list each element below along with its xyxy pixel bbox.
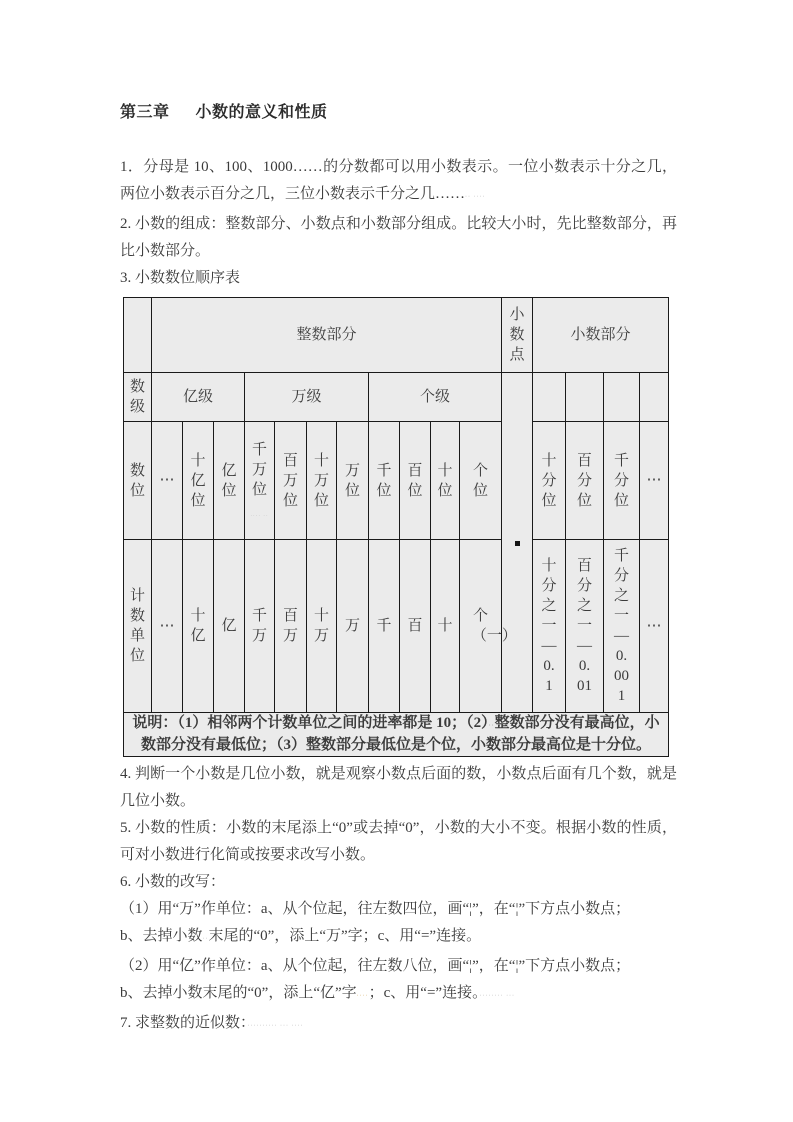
decimal-unit-cell: 百分之一—0.01	[566, 540, 604, 713]
decimal-point-cell	[502, 373, 533, 713]
place-cell: 个位	[460, 422, 502, 540]
decimal-unit-cell: 十分之一—0.1	[533, 540, 566, 713]
paragraph-6-2b: b、去掉小数末尾的“0”，添上“亿”字····；c、用“=”连接。········ ···	[120, 985, 516, 1001]
level-empty-cell	[566, 373, 604, 422]
table-row-levels	[124, 373, 669, 422]
tiny-watermark: ···· ··	[250, 514, 269, 519]
level-empty-cell	[533, 373, 566, 422]
place-cell: 千万位 ···· ··	[245, 422, 275, 540]
place-row-label: 数位	[124, 422, 152, 540]
level-cell-yi: 亿级	[152, 373, 245, 422]
unit-cell: 百万	[275, 540, 307, 713]
table-row-units	[124, 540, 669, 713]
place-value-table	[123, 297, 669, 757]
place-cell: 百位	[400, 422, 431, 540]
unit-cell: 万	[337, 540, 369, 713]
table-row-places	[124, 422, 669, 540]
level-empty-cell	[640, 373, 669, 422]
tiny-watermark: ·· ····	[465, 194, 486, 200]
level-row-label: 数级	[124, 373, 152, 422]
paragraph-6: 6. 小数的改写：	[120, 874, 226, 890]
unit-cell: 亿	[214, 540, 245, 713]
paragraph-6-2: （2）用“亿”作单位：a、从个位起，往左数八位，画“¦”，在“¦”下方点小数点；	[120, 958, 631, 974]
unit-cell: 千万	[245, 540, 275, 713]
paragraph-2: 2. 小数的组成：整数部分、小数点和小数部分组成。比较大小时，先比整数部分，再比小数部分。	[120, 216, 677, 259]
tiny-watermark: ········ ···	[479, 993, 516, 999]
tiny-watermark: ··	[488, 723, 495, 729]
place-cell: 十亿位	[183, 422, 214, 540]
place-cell: 亿位	[214, 422, 245, 540]
chapter-heading	[120, 99, 677, 122]
decimal-unit-cell: ⋯	[640, 540, 669, 713]
table-row-note	[124, 713, 669, 757]
table-note: 说明：（1）相邻两个计数单位之间的进率都是 10；（2）··整数部分没有最高位，小数部分没有最低位；（3）整数部分最低位是个位，小数部分最高位是十分位。	[124, 713, 669, 757]
paragraph-6-1: （1）用“万”作单位：a、从个位起，往左数四位，画“¦”，在“¦”下方点小数点；	[120, 901, 631, 917]
place-cell: 十万位	[307, 422, 337, 540]
decimal-place-cell: 十分位	[533, 422, 566, 540]
tiny-watermark-orange: ····	[356, 993, 369, 999]
unit-cell: 十亿	[183, 540, 214, 713]
place-cell: 十位	[431, 422, 460, 540]
decimal-place-cell: 千分位	[604, 422, 640, 540]
level-empty-cell	[604, 373, 640, 422]
tiny-watermark: ·········· ··· ····	[247, 1023, 304, 1029]
document-content	[120, 99, 677, 1040]
paragraph-1: 1．分母是 10、100、1000……的分数都可以用小数表示。一位小数表示十分之几，两位小数表示百分之几，三位小数表示千分之几……·· ····	[120, 159, 677, 202]
place-cell: 万位	[337, 422, 369, 540]
table-row-parts	[124, 298, 669, 373]
unit-cell: 百	[400, 540, 431, 713]
paragraph-4: 4. 判断一个小数是几位小数，就是观察小数点后面的数，小数点后面有几个数，就是几位小数。	[120, 766, 677, 809]
paragraph-7: 7. 求整数的近似数：·········· ··· ····	[120, 1015, 304, 1031]
decimal-place-cell: ⋯	[640, 422, 669, 540]
unit-cell: ⋯	[152, 540, 183, 713]
unit-cell: 千	[369, 540, 400, 713]
decimal-place-cell: 百分位	[566, 422, 604, 540]
decimal-point-dot	[515, 541, 520, 546]
chapter-title: 小数的意义和性质	[195, 104, 328, 121]
level-cell-ge: 个级	[369, 373, 502, 422]
decimal-unit-cell: 千分之一—0.001	[604, 540, 640, 713]
level-cell-wan: 万级	[245, 373, 369, 422]
place-cell: 百万位	[275, 422, 307, 540]
paragraph-3: 3. 小数数位顺序表	[120, 270, 241, 286]
unit-row-label: 计数单位	[124, 540, 152, 713]
chapter-number: 第三章	[120, 104, 170, 121]
place-cell: 千位	[369, 422, 400, 540]
unit-cell: 十	[431, 540, 460, 713]
paragraph-5: 5. 小数的性质：小数的末尾添上“0”或去掉“0”，小数的大小不变。根据小数的性质，可对小数进行化简或按要求改写小数。	[120, 820, 677, 863]
unit-cell: 十万	[307, 540, 337, 713]
corner-empty-cell	[124, 298, 152, 373]
paragraph-6-1b: b、去掉小数··末尾的“0”，添上“万”字；c、用“=”连接。	[120, 928, 482, 944]
tiny-watermark: ··	[202, 936, 209, 942]
unit-cell: 个（一）	[460, 540, 502, 713]
integer-part-header: 整数部分	[152, 298, 502, 373]
decimal-point-header: 小数点	[502, 298, 533, 373]
place-cell: ⋯	[152, 422, 183, 540]
decimal-part-header: 小数部分	[533, 298, 669, 373]
